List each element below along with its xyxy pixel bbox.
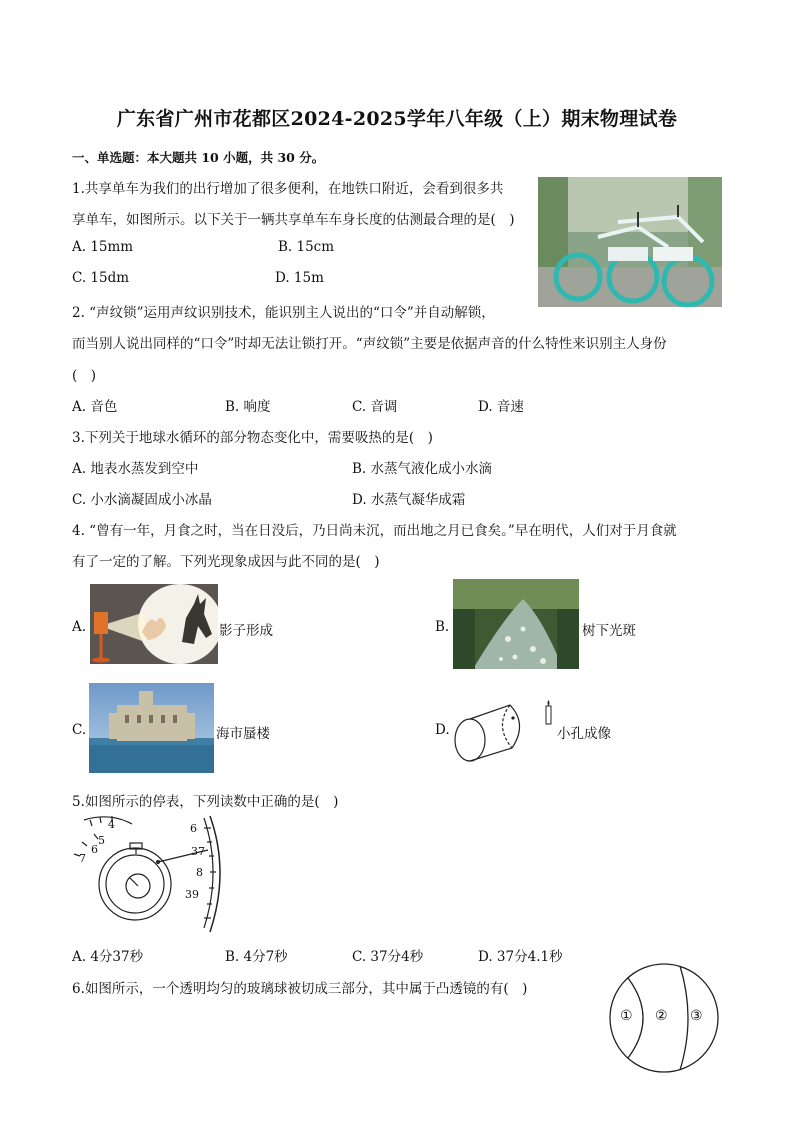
q5-option-a[interactable]: A. 4分37秒 [72, 949, 144, 965]
q2-line2: 而当别人说出同样的“口令”时却无法让锁打开。“声纹锁”主要是依据声音的什么特性来识别主人身份 [72, 336, 667, 352]
q3-option-a[interactable]: A. 地表水蒸发到空中 [72, 461, 199, 477]
stopwatch-minute-label-4: 4 [108, 818, 115, 831]
glass-part-3-label: ③ [690, 1008, 703, 1024]
q5-option-c[interactable]: C. 37分4秒 [352, 949, 424, 965]
stopwatch-diagram [70, 812, 230, 937]
q4-line1: 4. “曾有一年，月食之时，当在日没后，乃日尚未沉，而出地之月已食矣。”早在明代，人们对于月食就 [72, 523, 677, 539]
q3-option-c[interactable]: C. 小水滴凝固成小冰晶 [72, 492, 212, 508]
q4-option-a-letter[interactable]: A. [72, 619, 87, 635]
q3-option-d[interactable]: D. 水蒸气凝华成霜 [352, 492, 466, 508]
pinhole-camera-diagram [452, 700, 556, 764]
tree-light-spots-photo [453, 579, 579, 669]
stopwatch-minute-label-5: 5 [98, 834, 105, 847]
q2-option-a[interactable]: A. 音色 [72, 399, 118, 415]
q2-line1: 2. “声纹锁”运用声纹识别技术，能识别主人说出的“口令”并自动解锁， [72, 305, 495, 321]
q1-option-b[interactable]: B. 15cm [278, 239, 335, 255]
mirage-photo [89, 683, 214, 773]
stopwatch-second-label-39: 39 [185, 888, 199, 901]
q4-option-c-caption: 海市蜃楼 [216, 726, 270, 742]
q1-option-c[interactable]: C. 15dm [72, 270, 130, 286]
q4-option-b-letter[interactable]: B. [435, 619, 450, 635]
q4-option-d-letter[interactable]: D. [435, 722, 450, 738]
stopwatch-second-label-37: 37 [191, 845, 205, 858]
q1-option-d[interactable]: D. 15m [275, 270, 324, 286]
q4-option-c-letter[interactable]: C. [72, 722, 87, 738]
q4-option-b-caption: 树下光斑 [582, 623, 636, 639]
q2-option-d[interactable]: D. 音速 [478, 399, 524, 415]
stopwatch-minute-label-6: 6 [91, 843, 98, 856]
q4-line2: 有了一定的了解。下列光现象成因与此不同的是( ) [72, 554, 380, 570]
section-heading: 一、单选题：本大题共 10 小题，共 30 分。 [72, 150, 325, 165]
q2-option-c[interactable]: C. 音调 [352, 399, 398, 415]
q5-option-b[interactable]: B. 4分7秒 [225, 949, 288, 965]
q2-line3: ( ) [72, 368, 97, 384]
shadow-puppet-photo [90, 584, 218, 664]
exam-title: 广东省广州市花都区2024-2025学年八年级（上）期末物理试卷 [116, 108, 678, 130]
stopwatch-minute-label-7: 7 [79, 852, 86, 865]
q1-line2: 享单车，如图所示。以下关于一辆共享单车车身长度的估测最合理的是( ) [72, 212, 515, 228]
q4-option-d-caption: 小孔成像 [557, 726, 611, 742]
stopwatch-second-label-8: 8 [196, 866, 203, 879]
glass-part-2-label: ② [655, 1008, 668, 1024]
stopwatch-second-label-6: 6 [190, 822, 197, 835]
q2-option-b[interactable]: B. 响度 [225, 399, 271, 415]
q4-option-a-caption: 影子形成 [219, 623, 273, 639]
q3-option-b[interactable]: B. 水蒸气液化成小水滴 [352, 461, 493, 477]
q1-option-a[interactable]: A. 15mm [72, 239, 134, 255]
glass-part-1-label: ① [620, 1008, 633, 1024]
q6-line1: 6.如图所示，一个透明均匀的玻璃球被切成三部分，其中属于凸透镜的有( ) [72, 981, 528, 997]
q5-option-d[interactable]: D. 37分4.1秒 [478, 949, 563, 965]
q5-line1: 5.如图所示的停表，下列读数中正确的是( ) [72, 794, 339, 810]
q3-line1: 3.下列关于地球水循环的部分物态变化中，需要吸热的是( ) [72, 430, 433, 446]
q1-line1: 1.共享单车为我们的出行增加了很多便利，在地铁口附近，会看到很多共 [72, 181, 504, 197]
shared-bikes-photo [538, 177, 722, 307]
